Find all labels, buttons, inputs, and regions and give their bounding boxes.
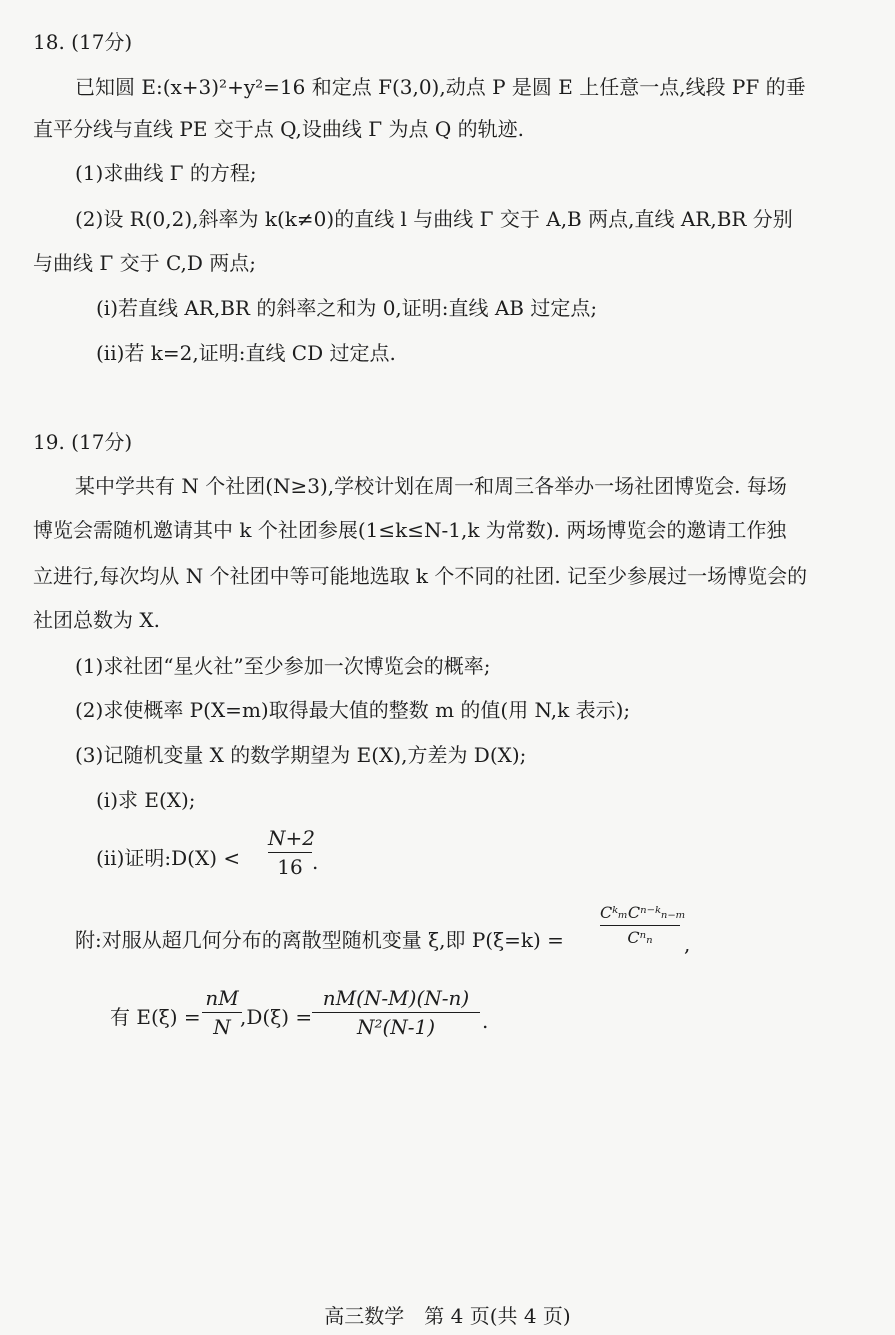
appendix-prefix: 附:对服从超几何分布的离散型随机变量 ξ,即 P(ξ=k) = — [75, 928, 564, 952]
q18-part-2-i: (i)若直线 AR,BR 的斜率之和为 0,证明:直线 AB 过定点; — [96, 296, 598, 320]
appendix2-prefix: 有 E(ξ) = — [110, 1005, 201, 1029]
fraction-denominator: 16 — [277, 855, 303, 879]
fraction-numerator: N+2 — [268, 826, 315, 850]
appendix2-mid: ,D(ξ) = — [240, 1005, 313, 1029]
pmf-denominator: Cⁿₙ — [627, 928, 653, 947]
q19-part-3: (3)记随机变量 X 的数学期望为 E(X),方差为 D(X); — [75, 743, 527, 767]
q18-part-2-line-1: (2)设 R(0,2),斜率为 k(k≠0)的直线 l 与曲线 Γ 交于 A,B 两点,直线 AR,BR 分别 — [75, 207, 793, 231]
appendix2-variance-fraction — [312, 988, 480, 1037]
appendix-pmf-fraction — [600, 903, 686, 947]
page-footer: 高三数学 第 4 页(共 4 页) — [324, 1304, 571, 1328]
appendix2-suffix: . — [482, 1009, 489, 1033]
appendix2-expectation-fraction — [202, 988, 242, 1037]
q19-header: 19. (17分) — [33, 430, 133, 454]
variance-numerator: nM(N-M)(N-n) — [322, 986, 470, 1010]
q19-part-2: (2)求使概率 P(X=m)取得最大值的整数 m 的值(用 N,k 表示); — [75, 698, 631, 722]
appendix-pmf-suffix: , — [684, 932, 691, 956]
q19-stem-line-4: 社团总数为 X. — [33, 608, 160, 632]
variance-denominator: N²(N-1) — [356, 1015, 436, 1039]
q18-part-2-line-2: 与曲线 Γ 交于 C,D 两点; — [33, 251, 257, 275]
q19-part-3-ii-fraction — [268, 826, 315, 879]
q18-stem-line-2: 直平分线与直线 PE 交于点 Q,设曲线 Γ 为点 Q 的轨迹. — [33, 117, 524, 141]
q19-part-3-ii-prefix: (ii)证明:D(X) < — [96, 846, 241, 870]
expectation-numerator: nM — [205, 986, 239, 1010]
q18-stem-line-1: 已知圆 E:(x+3)²+y²=16 和定点 F(3,0),动点 P 是圆 E 上任意一点,线段 PF 的垂 — [75, 75, 806, 99]
q19-stem-line-3: 立进行,每次均从 N 个社团中等可能地选取 k 个不同的社团. 记至少参展过一场博览会的 — [33, 564, 808, 588]
q18-part-1: (1)求曲线 Γ 的方程; — [75, 161, 257, 185]
q18-part-2-ii: (ii)若 k=2,证明:直线 CD 过定点. — [96, 341, 396, 365]
q19-part-3-ii-suffix: . — [312, 850, 319, 874]
pmf-numerator: CᵏₘCⁿ⁻ᵏₙ₋ₘ — [600, 903, 686, 922]
expectation-denominator: N — [213, 1015, 231, 1039]
q19-part-3-i: (i)求 E(X); — [96, 788, 196, 812]
q18-header: 18. (17分) — [33, 30, 133, 54]
q19-stem-line-2: 博览会需随机邀请其中 k 个社团参展(1≤k≤N-1,k 为常数). 两场博览会的邀请工作独 — [33, 518, 787, 542]
q19-stem-line-1: 某中学共有 N 个社团(N≥3),学校计划在周一和周三各举办一场社团博览会. 每场 — [75, 474, 787, 498]
q19-part-1: (1)求社团“星火社”至少参加一次博览会的概率; — [75, 654, 491, 678]
